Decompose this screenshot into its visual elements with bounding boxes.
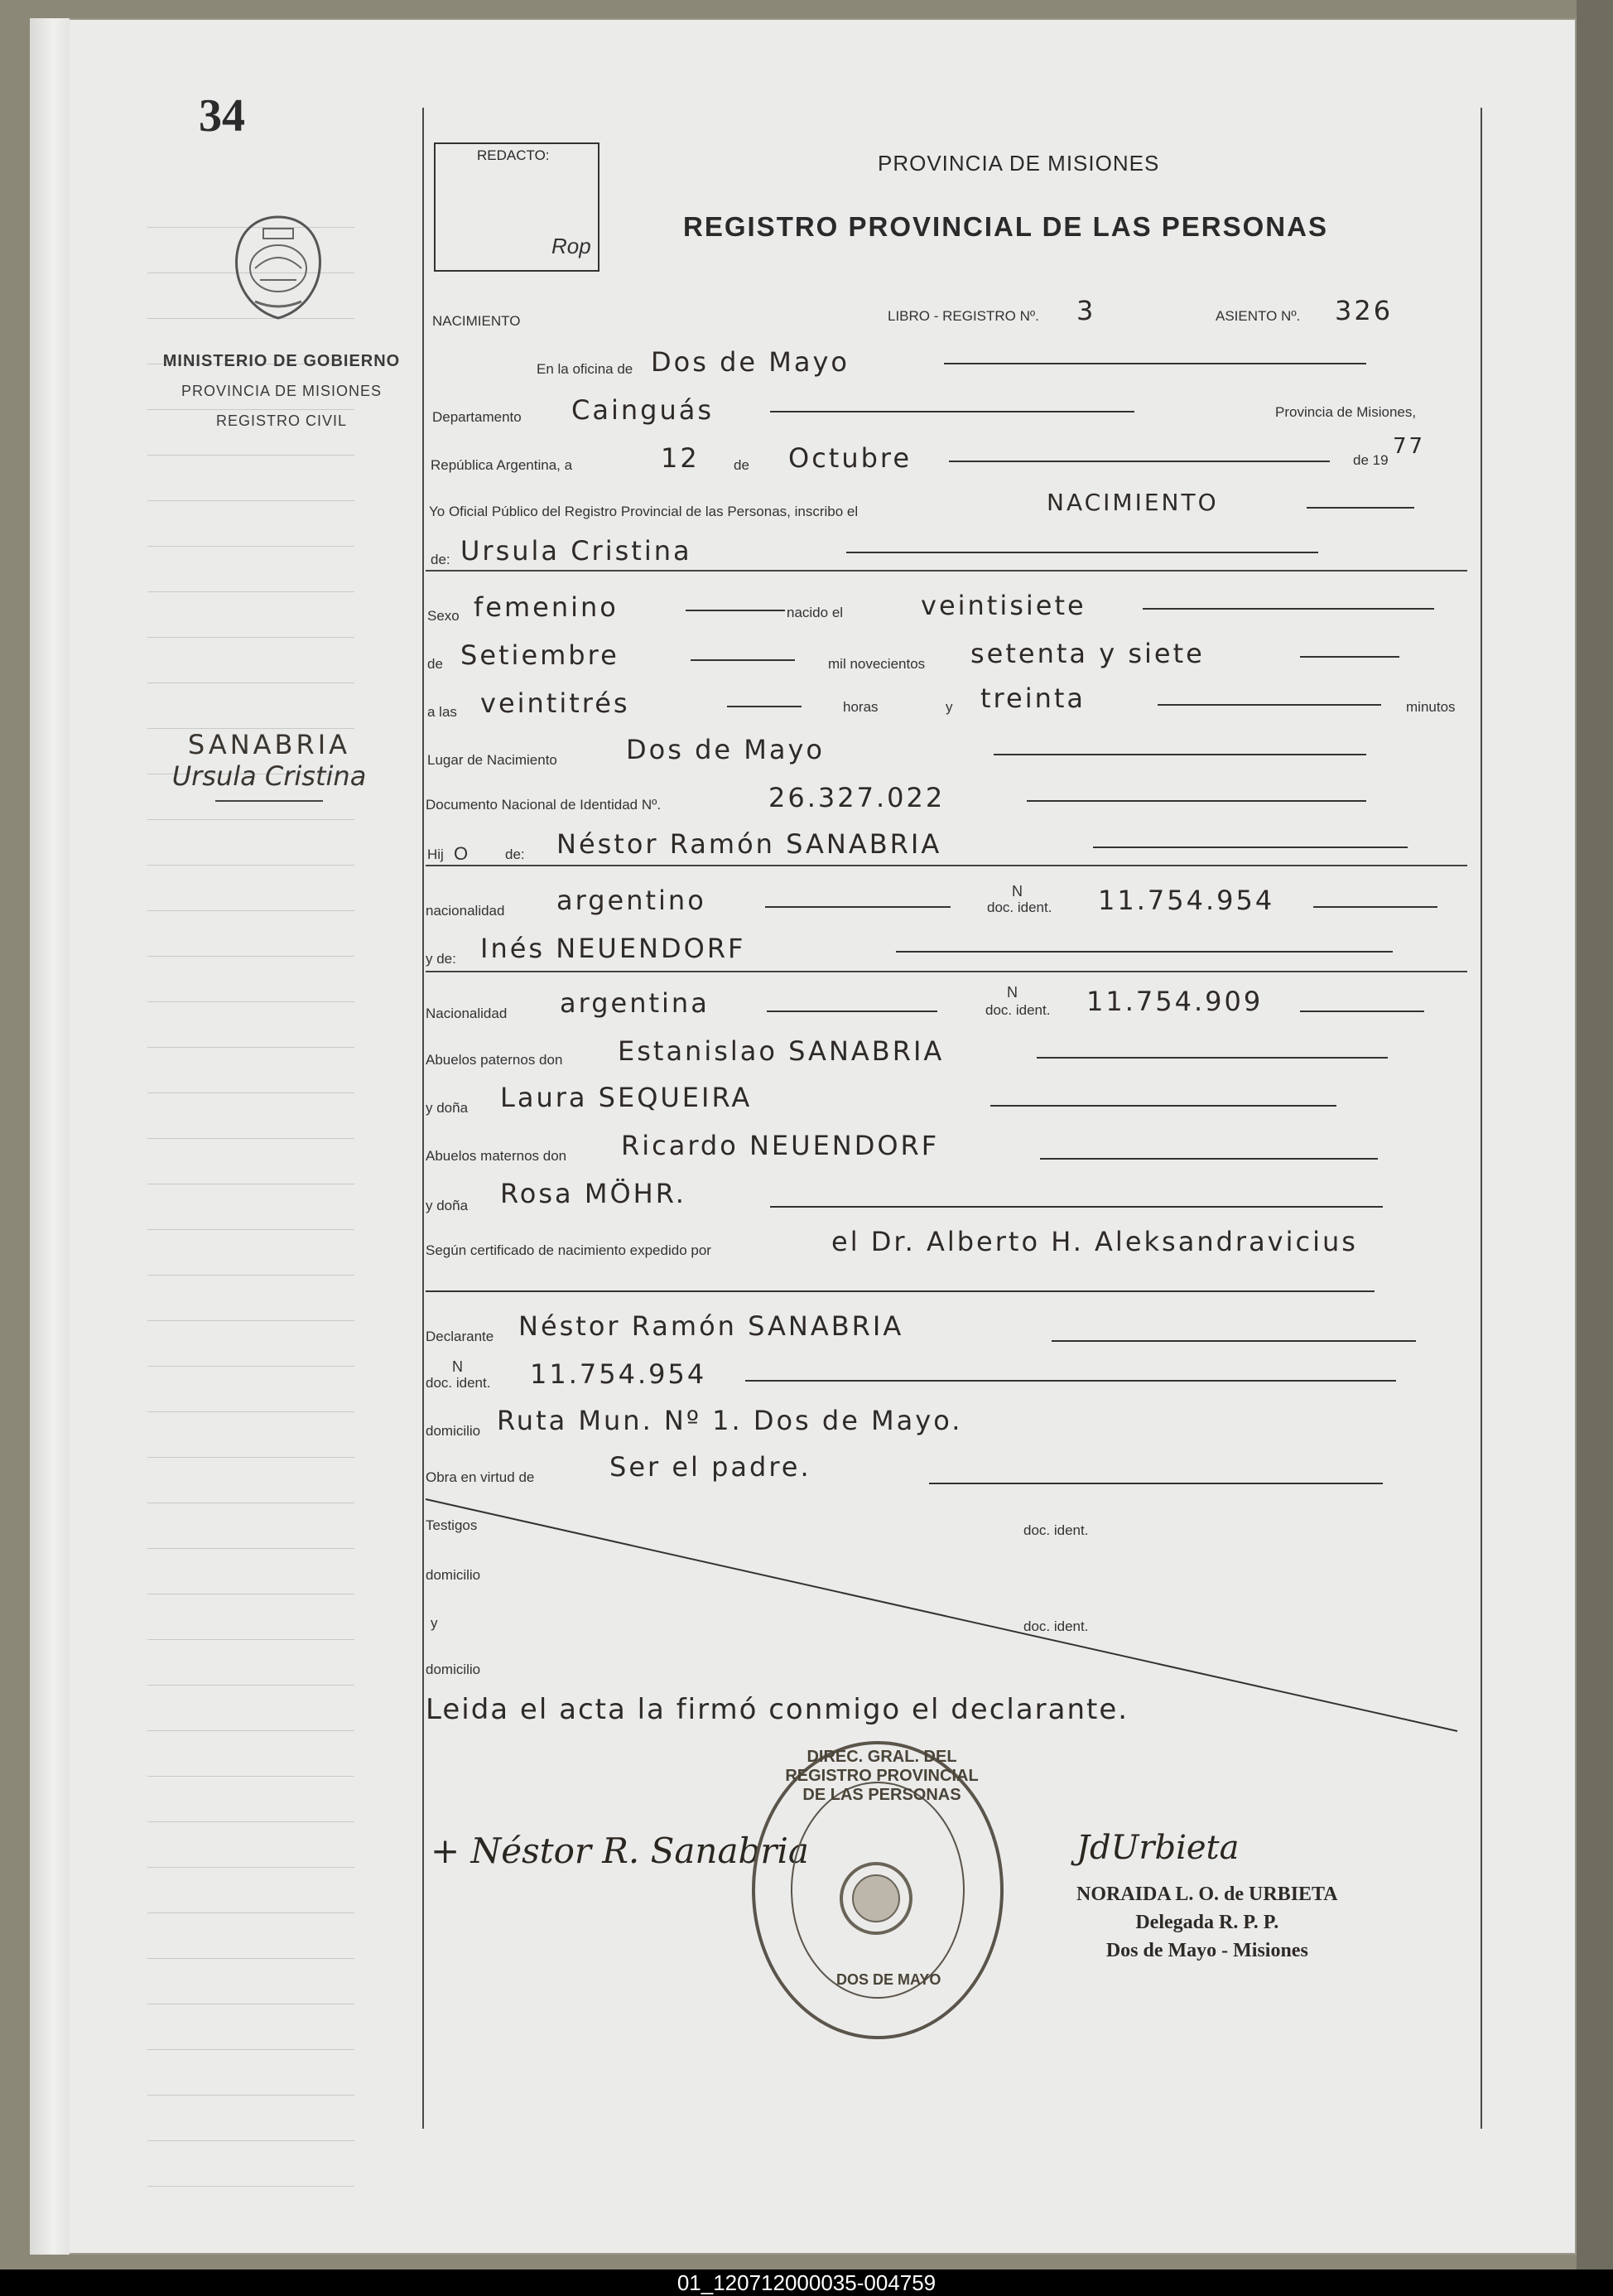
testigos-label: Testigos	[426, 1517, 478, 1533]
doc-n-padre: N	[1012, 883, 1023, 900]
de-nombre-label: de:	[431, 552, 450, 567]
inscribo-label: Yo Oficial Público del Registro Provincial de las Personas, inscribo el	[429, 504, 859, 519]
testigos-docident2-label: doc. ident.	[1023, 1618, 1089, 1634]
declarante-value: Néstor Ramón SANABRIA	[518, 1310, 904, 1342]
libro-label: LIBRO - REGISTRO Nº.	[888, 308, 1039, 324]
y-label: y	[946, 699, 953, 715]
doc-decl-label: doc. ident.	[426, 1375, 491, 1391]
header-province: PROVINCIA DE MISIONES	[878, 151, 1160, 176]
abuelo-mat-value: Ricardo NEUENDORF	[621, 1130, 940, 1161]
hijo-de-label: de:	[505, 847, 525, 862]
sexo-label: Sexo	[427, 608, 460, 624]
abuela-pat-value: Laura SEQUEIRA	[500, 1082, 753, 1113]
yde-label: y de:	[426, 951, 456, 967]
nac-padre-value: argentino	[556, 885, 706, 916]
nac-madre-value: argentina	[560, 987, 710, 1019]
testigos-y-label: y	[431, 1615, 438, 1631]
de-label: de	[734, 457, 749, 473]
nacimiento-label: NACIMIENTO	[432, 313, 521, 329]
testigos-domicilio2-label: domicilio	[426, 1662, 481, 1677]
mes2-value: Setiembre	[460, 639, 619, 671]
officer-name: NORAIDA L. O. de URBIETA	[1076, 1884, 1338, 1905]
nacido-label: nacido el	[787, 605, 844, 620]
nac-padre-label: nacionalidad	[426, 903, 505, 919]
stamp-text: DIREC. GRAL. DEL REGISTRO PROVINCIAL DE LAS PERSONAS	[785, 1748, 979, 1804]
asiento-value: 326	[1335, 295, 1394, 326]
officer-signature: JdUrbieta	[1076, 1829, 1240, 1867]
certificado-value: el Dr. Alberto H. Aleksandravicius	[831, 1226, 1358, 1257]
doc-madre-value: 11.754.909	[1086, 986, 1264, 1017]
lugar-value: Dos de Mayo	[626, 734, 825, 765]
anio-letras-value: setenta y siete	[970, 638, 1205, 669]
padre-value: Néstor Ramón SANABRIA	[556, 828, 942, 860]
abuelos-mat-label: Abuelos maternos don	[426, 1148, 567, 1164]
departamento-value: Cainguás	[571, 394, 714, 426]
dni-value: 26.327.022	[768, 782, 946, 813]
dia-value: 12	[661, 442, 700, 474]
abuela-mat-value: Rosa MÖHR.	[500, 1178, 686, 1209]
mil-label: mil novecientos	[828, 656, 926, 672]
ministry-registry: REGISTRO CIVIL	[215, 412, 348, 429]
stamp-bottom: DOS DE MAYO	[836, 1971, 941, 1988]
republica-label: República Argentina, a	[431, 457, 573, 473]
horas-label: horas	[843, 699, 879, 715]
horas-value: veintitrés	[480, 687, 630, 719]
declarante-signature: + Néstor R. Sanabria	[431, 1831, 809, 1871]
nombre-value: Ursula Cristina	[460, 535, 692, 567]
doc-padre-value: 11.754.954	[1098, 885, 1275, 916]
ydona-pat-label: y doña	[426, 1100, 469, 1116]
oficina-value: Dos de Mayo	[651, 346, 850, 378]
provincia-label: Provincia de Misiones,	[1275, 404, 1417, 420]
sexo-value: femenino	[474, 591, 619, 623]
margin-given-names: Ursula Cristina	[171, 760, 367, 792]
footer-id: 01_120712000035-004759	[0, 2269, 1613, 2296]
declarante-label: Declarante	[426, 1329, 494, 1344]
doc-decl-value: 11.754.954	[530, 1358, 707, 1390]
doc-madre-label: doc. ident.	[985, 1002, 1051, 1018]
minutos-value: treinta	[980, 683, 1086, 714]
certificado-label: Según certificado de nacimiento expedido por	[426, 1242, 711, 1258]
doc-padre-label: doc. ident.	[987, 900, 1052, 915]
hijo-label: Hij	[427, 847, 444, 862]
testigos-domicilio-label: domicilio	[426, 1567, 481, 1583]
nac-madre-label: Nacionalidad	[426, 1006, 508, 1021]
officer-place: Dos de Mayo - Misiones	[1105, 1940, 1308, 1961]
ministry-province: PROVINCIA DE MISIONES	[181, 383, 383, 399]
dni-label: Documento Nacional de Identidad Nº.	[426, 797, 662, 813]
ydona-mat-label: y doña	[426, 1198, 469, 1213]
doc-n-madre: N	[1007, 984, 1018, 1001]
redacto-initials: Rop	[551, 234, 591, 258]
nacido-value: veintisiete	[921, 590, 1086, 621]
testigos-docident-label: doc. ident.	[1023, 1522, 1089, 1538]
doc-n-decl: N	[452, 1358, 463, 1375]
anio-label: de 19	[1353, 452, 1389, 468]
lugar-label: Lugar de Nacimiento	[427, 752, 557, 768]
oficina-label: En la oficina de	[537, 361, 633, 377]
abuelo-pat-value: Estanislao SANABRIA	[618, 1035, 945, 1067]
de2-label: de	[427, 656, 443, 672]
mes-value: Octubre	[788, 442, 912, 474]
inscribo-value: NACIMIENTO	[1047, 489, 1219, 516]
header-title: REGISTRO PROVINCIAL DE LAS PERSONAS	[683, 211, 1328, 242]
margin-surname: SANABRIA	[187, 729, 351, 760]
obra-value: Ser el padre.	[609, 1451, 811, 1483]
redacto-label: REDACTO:	[477, 147, 550, 163]
alas-label: a las	[427, 704, 457, 720]
obra-label: Obra en virtud de	[426, 1469, 535, 1485]
madre-value: Inés NEUENDORF	[480, 933, 746, 964]
asiento-label: ASIENTO Nº.	[1216, 308, 1301, 324]
hijo-suffix: O	[454, 843, 469, 864]
abuelos-pat-label: Abuelos paternos don	[426, 1052, 563, 1068]
page-number: 34	[199, 90, 245, 142]
minutos-label: minutos	[1406, 699, 1456, 715]
domicilio-decl-value: Ruta Mun. Nº 1. Dos de Mayo.	[497, 1405, 963, 1436]
officer-block	[1076, 1880, 1338, 1965]
cierre-text: Leida el acta la firmó conmigo el declarante.	[426, 1693, 1129, 1726]
libro-value: 3	[1076, 295, 1096, 326]
officer-role: Delegada R. P. P.	[1135, 1912, 1279, 1933]
domicilio-decl-label: domicilio	[426, 1423, 481, 1439]
ministry-name: MINISTERIO DE GOBIERNO	[162, 352, 401, 370]
anio-value: 77	[1393, 434, 1426, 459]
departamento-label: Departamento	[432, 409, 522, 425]
